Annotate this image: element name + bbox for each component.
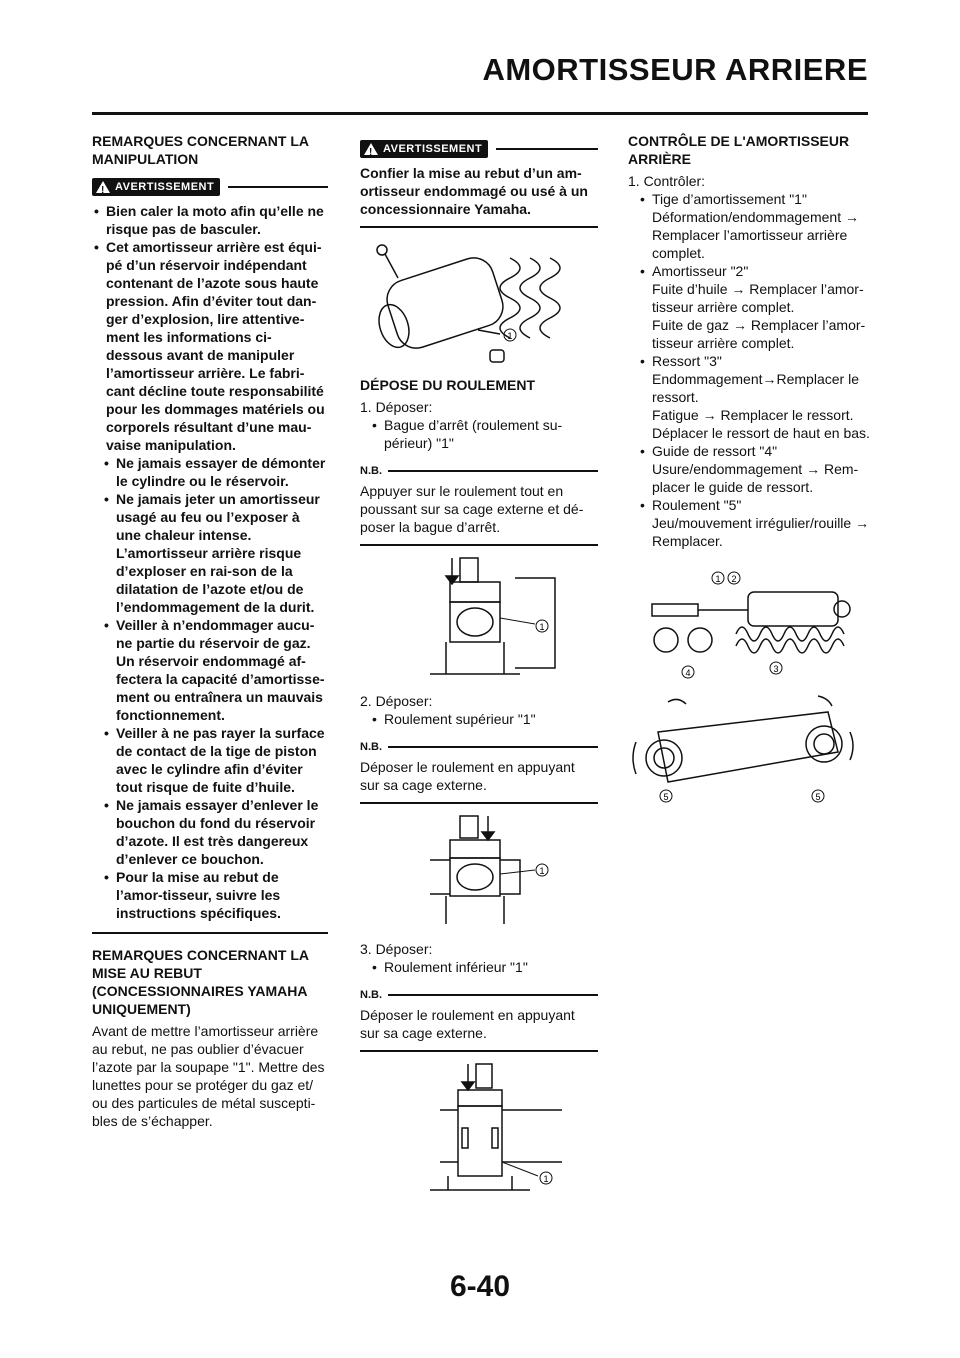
check-item: • Tige d’amortissement "1"	[652, 191, 807, 207]
check-line: Endommagement→Remplacer le ressort.	[652, 371, 859, 405]
check-list	[638, 190, 870, 550]
list-item: • Ne jamais essayer de démonter le cylindre ou le réservoir.	[102, 454, 328, 490]
check-step-1: 1. Contrôler:	[628, 173, 706, 189]
callout-number: 5	[663, 792, 669, 802]
list-item	[638, 190, 870, 262]
step-2-list	[370, 710, 598, 728]
list-item: • Ne jamais essayer d’enlever le bouchon du fond du réservoir d’azote. Il est très dangereux d’enlever ce bouchon.	[102, 796, 328, 868]
nb-rule	[388, 746, 598, 748]
step-1: 1. Déposer:	[360, 399, 433, 415]
warning-bar	[92, 178, 328, 196]
bearing-check-figure	[628, 692, 870, 812]
check-heading: CONTRÔLE DE L'AMORTISSEUR ARRIÈRE	[628, 133, 850, 167]
list-item: • Bien caler la moto afin qu’elle ne risque pas de basculer.	[92, 202, 328, 238]
check-item: • Ressort "3"	[652, 353, 722, 369]
step-3-list	[370, 958, 598, 976]
check-line: Déformation/endommagement → Remplacer l’amortisseur arrière complet.	[652, 209, 859, 261]
bearing-press-figure-3	[360, 1062, 598, 1198]
check-line: Usure/endommagement → Rem-placer le guide de ressort.	[652, 461, 859, 495]
step-2: 2. Déposer:	[360, 693, 433, 709]
warning-badge	[92, 178, 220, 196]
callout-number: 3	[773, 664, 779, 674]
warning-badge	[360, 140, 488, 158]
handling-sublist	[102, 454, 328, 922]
bearing-press-figure-2	[360, 814, 598, 932]
list-item	[638, 262, 870, 352]
column-1	[92, 132, 328, 1130]
handling-list	[92, 202, 328, 454]
callout-number: 1	[507, 331, 513, 341]
header-rule	[92, 112, 868, 115]
callout-number: 4	[685, 668, 691, 678]
bearing-press-figure-1	[360, 556, 598, 684]
list-item: • Pour la mise au rebut de l’amor-tisseur, suivre les instructions spécifiques.	[102, 868, 328, 922]
list-item: • Ne jamais jeter un amortisseur usagé au feu ou l’exposer à une chaleur intense. L’amortisseur arrière risque d’exploser en rai-son de la dilatation de l’azote et/ou de l’endommagement de la durit.	[102, 490, 328, 616]
nb-header	[360, 986, 598, 1004]
list-item: • Bague d’arrêt (roulement su-périeur) "1"	[370, 416, 598, 452]
warning-label: AVERTISSEMENT	[115, 181, 215, 193]
step-3: 3. Déposer:	[360, 941, 433, 957]
check-line: Fuite d’huile → Remplacer l’amor-tisseur arrière complet.	[652, 281, 864, 315]
list-item	[638, 442, 870, 496]
nb-end-rule	[360, 544, 598, 546]
list-item: • Cet amortisseur arrière est équi-pé d’un réservoir indépendant contenant de l’azote sous haute pression. Afin d’éviter tout dan-ger d’explosion, lire attentive-ment les informations ci-dessous avant de manipuler l’amortisseur arrière. Le fabri-cant décline toute responsabilité pour les dommages matériels ou corporels résultant d’une mau-vaise manipulation.	[92, 238, 328, 454]
warning-label: AVERTISSEMENT	[383, 143, 483, 155]
check-line: Jeu/mouvement irrégulier/rouille → Remplacer.	[652, 515, 870, 549]
nb-text-3: Déposer le roulement en appuyant sur sa cage externe.	[360, 1007, 575, 1041]
callout-number: 1	[539, 866, 545, 876]
warning-rule	[496, 148, 598, 150]
list-item	[638, 496, 870, 550]
list-item: • Roulement inférieur "1"	[370, 958, 598, 976]
callout-number: 1	[715, 574, 721, 584]
page-number: 6-40	[449, 1270, 511, 1303]
check-line: Fuite de gaz → Remplacer l’amor-tisseur arrière complet.	[652, 317, 866, 351]
nb-header	[360, 462, 598, 480]
warning-rule	[228, 186, 328, 188]
list-item: • Veiller à ne pas rayer la surface de contact de la tige de piston avec le cylindre afin d’éviter tout risque de fuite d’huile.	[102, 724, 328, 796]
shock-valve-figure	[360, 238, 598, 368]
list-item: • Roulement supérieur "1"	[370, 710, 598, 728]
disposal-text: Avant de mettre l’amortisseur arrière au rebut, ne pas oublier d’évacuer l’azote par la soupape "1". Mettre des lunettes pour se protéger du gaz et/ ou des particules de métal suscepti-bles de s’échapper.	[92, 1023, 325, 1129]
page-title: AMORTISSEUR ARRIERE	[482, 52, 868, 87]
nb-rule	[388, 994, 598, 996]
callout-number: 1	[539, 622, 545, 632]
check-item: • Amortisseur "2"	[652, 263, 749, 279]
disposal-heading: REMARQUES CONCERNANT LA MISE AU REBUT (CONCESSIONNAIRES YAMAHA UNIQUEMENT)	[92, 947, 309, 1017]
warning-end-rule	[360, 226, 598, 228]
nb-text-1: Appuyer sur le roulement tout en poussant sur sa cage externe et dé-poser la bague d’arrêt.	[360, 483, 584, 535]
nb-label: N.B.	[360, 741, 382, 753]
check-item: • Roulement "5"	[652, 497, 742, 513]
page-header	[0, 0, 960, 120]
column-3	[628, 132, 870, 820]
column-2	[360, 132, 598, 1206]
check-line: Fatigue → Remplacer le ressort. Déplacer le ressort de haut en bas.	[652, 407, 870, 441]
nb-label: N.B.	[360, 465, 382, 477]
nb-label: N.B.	[360, 989, 382, 1001]
warning-bar	[360, 140, 598, 158]
callout-number: 2	[731, 574, 737, 584]
nb-rule	[388, 470, 598, 472]
step-1-list	[370, 416, 598, 452]
nb-end-rule	[360, 1050, 598, 1052]
list-item	[638, 352, 870, 442]
shock-parts-figure	[628, 564, 870, 684]
check-item: • Guide de ressort "4"	[652, 443, 778, 459]
removal-heading: DÉPOSE DU ROULEMENT	[360, 377, 536, 393]
warning-end-rule	[92, 932, 328, 934]
warning-triangle-icon	[96, 181, 110, 193]
callout-number: 5	[815, 792, 821, 802]
disposal-warning-text: Confier la mise au rebut d’un am-ortisseur endommagé ou usé à un concessionnaire Yamaha.	[360, 165, 588, 217]
warning-triangle-icon	[364, 143, 378, 155]
list-item: • Veiller à n’endommager aucu-ne partie du réservoir de gaz. Un réservoir endommagé af-fectera la capacité d’amortisse-ment ou entraînera un mauvais fonctionnement.	[102, 616, 328, 724]
nb-text-2: Déposer le roulement en appuyant sur sa cage externe.	[360, 759, 575, 793]
nb-end-rule	[360, 802, 598, 804]
callout-number: 1	[543, 1174, 549, 1184]
handling-heading: REMARQUES CONCERNANT LA MANIPULATION	[92, 133, 309, 167]
nb-header	[360, 738, 598, 756]
